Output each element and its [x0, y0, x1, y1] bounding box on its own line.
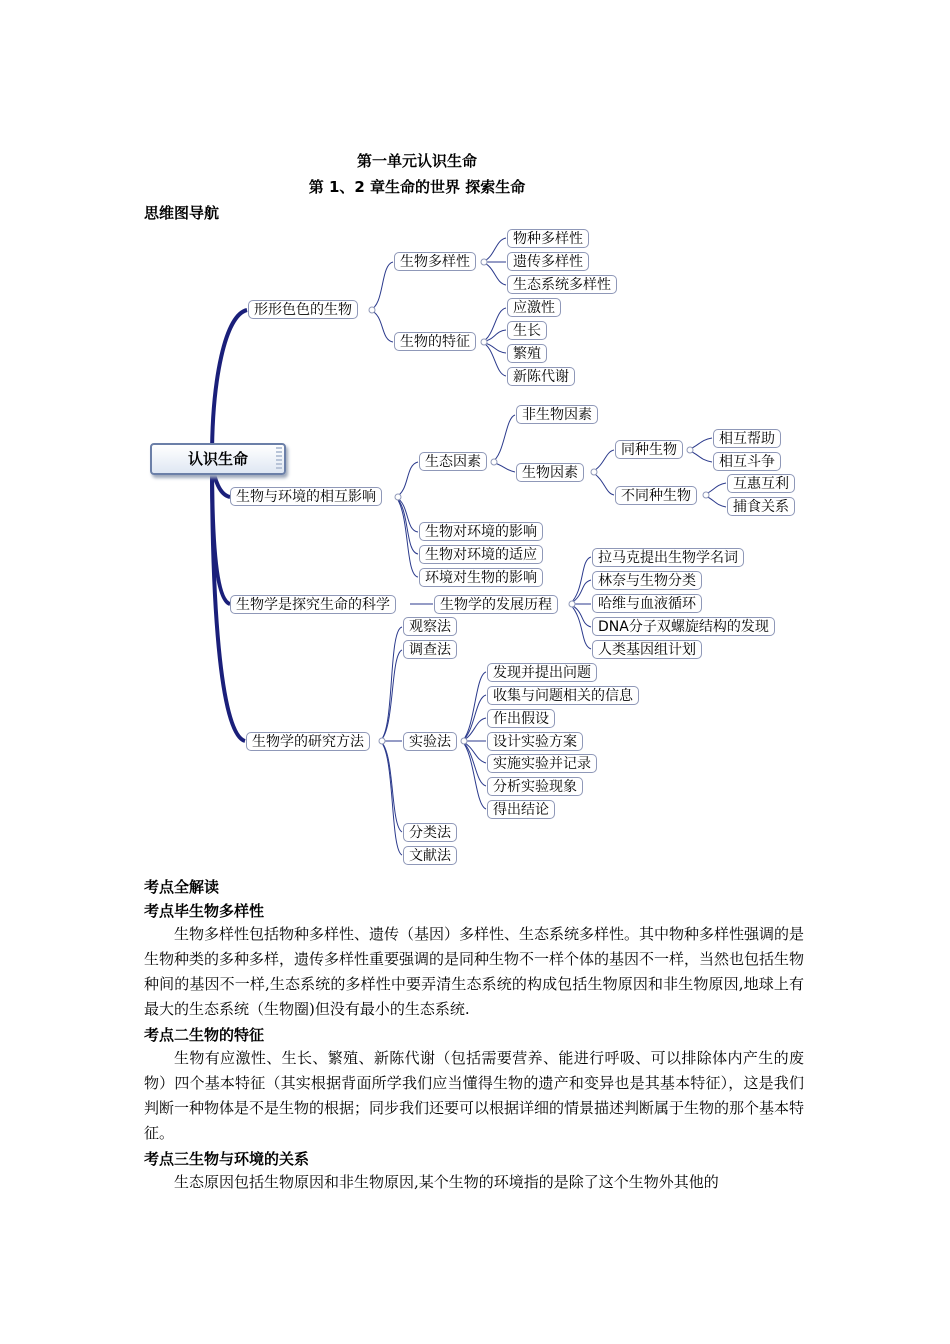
node-step-conclude: 得出结论	[487, 800, 555, 819]
node-genome: 人类基因组计划	[592, 640, 702, 659]
node-env-parent: 生物与环境的相互影响	[230, 487, 382, 506]
point-1-heading: 考点毕生物多样性	[144, 902, 265, 920]
node-harvey: 哈维与血液循环	[592, 594, 702, 613]
page-title: 第一单元认识生命	[356, 152, 477, 170]
point-2-heading: 考点二生物的特征	[144, 1026, 265, 1044]
node-mutual-help: 相互帮助	[713, 429, 781, 448]
point-3-text: 生态原因包括生物原因和非生物原因,某个生物的环境指的是除了这个生物外其他的	[174, 1173, 719, 1191]
node-biotic: 生物因素	[516, 463, 584, 482]
node-eco-factor: 生态因素	[419, 452, 487, 471]
page-subtitle: 第 1、2 章生命的世界 探索生命	[308, 178, 526, 196]
node-linnaeus: 林奈与生物分类	[592, 571, 702, 590]
branch-to-diversity	[212, 310, 247, 458]
node-species: 物种多样性	[507, 229, 589, 248]
node-bio-adapt: 生物对环境的适应	[419, 545, 543, 564]
node-observe: 观察法	[403, 617, 457, 636]
node-ecosystem: 生态系统多样性	[507, 275, 617, 294]
node-bio-on-env: 生物对环境的影响	[419, 522, 543, 541]
node-step-design: 设计实验方案	[487, 732, 583, 751]
node-lamarck: 拉马克提出生物学名词	[592, 548, 744, 567]
all-points-label: 考点全解读	[144, 878, 220, 896]
section-label: 思维图导航	[144, 204, 220, 222]
point-1-text: 生物多样性包括物种多样性、遗传（基因）多样性、生态系统多样性。其中物种多样性强调的是生物种类的多种多样，遗传多样性重要强调的是同种生物不一样个体的基因不一样，当然也包括生物种间的基因不一样,生态系统的多样性中要弄清生态系统的构成包括生物原因和非生物原因,地球上有最大的生态系统（生物圈)但没有最小的生态系统.	[144, 925, 805, 1018]
node-step-question: 发现并提出问题	[487, 663, 597, 682]
node-stress: 应激性	[507, 298, 561, 317]
node-step-hypothesis: 作出假设	[487, 709, 555, 728]
node-metabolism: 新陈代谢	[507, 367, 575, 386]
node-genetic: 遗传多样性	[507, 252, 589, 271]
node-methods-parent: 生物学的研究方法	[246, 732, 370, 751]
point-2-text: 生物有应激性、生长、繁殖、新陈代谢（包括需要营养、能进行呼吸、可以排除体内产生的废物）四个基本特征（其实根据背面所学我们应当懂得生物的遗产和变异也是其基本特征），这是我们判断一种物体是不是生物的根据；同步我们还要可以根据详细的情景描述判断属于生物的那个基本特征。	[144, 1049, 805, 1142]
node-env-on-bio: 环境对生物的影响	[419, 568, 543, 587]
node-diff-species: 不同种生物	[615, 486, 697, 505]
node-growth: 生长	[507, 321, 547, 340]
node-features: 生物的特征	[394, 332, 476, 351]
point-3-heading: 考点三生物与环境的关系	[144, 1150, 310, 1168]
node-step-analyze: 分析实验现象	[487, 777, 583, 796]
node-literature: 文献法	[403, 846, 457, 865]
node-bio-diversity: 生物多样性	[394, 252, 476, 271]
node-abiotic: 非生物因素	[516, 405, 598, 424]
node-step-info: 收集与问题相关的信息	[487, 686, 639, 705]
node-history: 生物学的发展历程	[434, 595, 558, 614]
node-survey: 调查法	[403, 640, 457, 659]
node-same-species: 同种生物	[615, 440, 683, 459]
mindmap-root: 认识生命	[150, 443, 286, 475]
node-predation: 捕食关系	[727, 497, 795, 516]
node-step-record: 实施实验并记录	[487, 754, 597, 773]
node-science-parent: 生物学是探究生命的科学	[230, 595, 396, 614]
node-diversity-parent: 形形色色的生物	[248, 300, 358, 319]
node-experiment: 实验法	[403, 732, 457, 751]
node-mutual-fight: 相互斗争	[713, 452, 781, 471]
node-reproduce: 繁殖	[507, 344, 547, 363]
node-mutualism: 互惠互利	[727, 474, 795, 493]
node-classify: 分类法	[403, 823, 457, 842]
node-dna: DNA分子双螺旋结构的发现	[592, 617, 775, 636]
